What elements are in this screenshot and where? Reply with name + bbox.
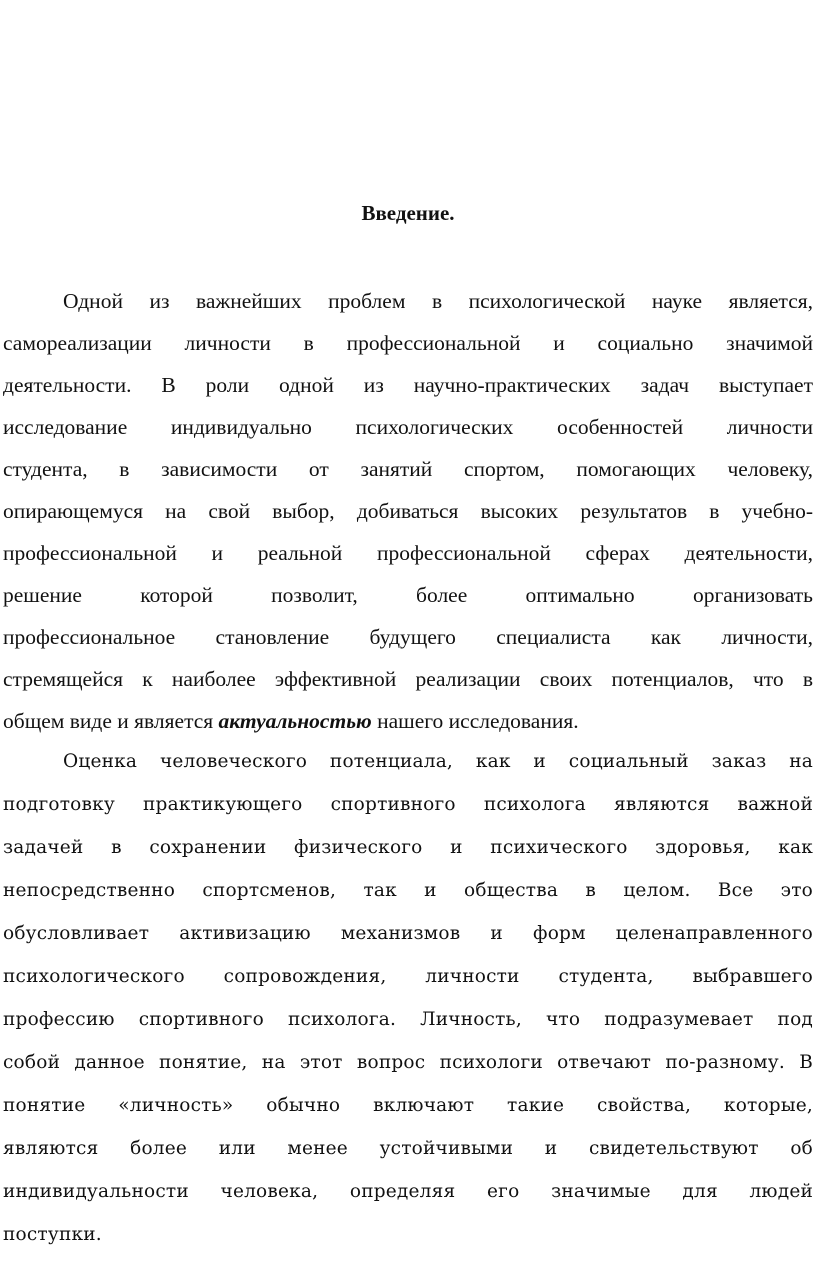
paragraph-line: понятие «личность» обычно включают такие свойства, которые, xyxy=(3,1095,813,1116)
paragraph-line: индивидуальности человека, определяя его значимые для людей xyxy=(3,1181,813,1202)
paragraph-potential xyxy=(3,740,813,1256)
paragraph-line-last xyxy=(3,700,813,742)
paragraph-relevance xyxy=(3,280,813,742)
paragraph-line: психологического сопровождения, личности студента, выбравшего xyxy=(3,966,813,987)
paragraph-line: стремящейся к наиболее эффективной реализации своих потенциалов, что в xyxy=(3,667,813,691)
paragraph-line: обусловливает активизацию механизмов и форм целенаправленного xyxy=(3,923,813,944)
paragraph-line: Оценка человеческого потенциала, как и социальный заказ на xyxy=(63,751,813,772)
text-after-emphasis: нашего исследования. xyxy=(371,709,579,733)
paragraph-line: собой данное понятие, на этот вопрос психологи отвечают по-разному. В xyxy=(3,1052,813,1073)
paragraph-line: профессиональное становление будущего специалиста как личности, xyxy=(3,625,813,649)
paragraph-line: непосредственно спортсменов, так и общества в целом. Все это xyxy=(3,880,813,901)
paragraph-line: деятельности. В роли одной из научно-практических задач выступает xyxy=(3,373,813,397)
paragraph-line: опирающемуся на свой выбор, добиваться высоких результатов в учебно- xyxy=(3,499,813,523)
paragraph-line: подготовку практикующего спортивного психолога являются важной xyxy=(3,794,813,815)
paragraph-line: являются более или менее устойчивыми и свидетельствуют об xyxy=(3,1138,813,1159)
paragraph-line: студента, в зависимости от занятий спортом, помогающих человеку, xyxy=(3,457,813,481)
paragraph-line: самореализации личности в профессиональной и социально значимой xyxy=(3,331,813,355)
paragraph-line: решение которой позволит, более оптимально организовать xyxy=(3,583,813,607)
paragraph-line: задачей в сохранении физического и психического здоровья, как xyxy=(3,837,813,858)
paragraph-line: профессию спортивного психолога. Личность, что подразумевает под xyxy=(3,1009,813,1030)
paragraph-line: исследование индивидуально психологических особенностей личности xyxy=(3,415,813,439)
paragraph-line-last: поступки. xyxy=(3,1224,102,1245)
text-before-emphasis: общем виде и является xyxy=(3,709,219,733)
paragraph-line: Одной из важнейших проблем в психологической науке является, xyxy=(63,289,813,313)
page-title: Введение. xyxy=(361,201,455,225)
emphasis-relevance: актуальностью xyxy=(218,709,372,733)
paragraph-line: профессиональной и реальной профессиональной сферах деятельности, xyxy=(3,541,813,565)
